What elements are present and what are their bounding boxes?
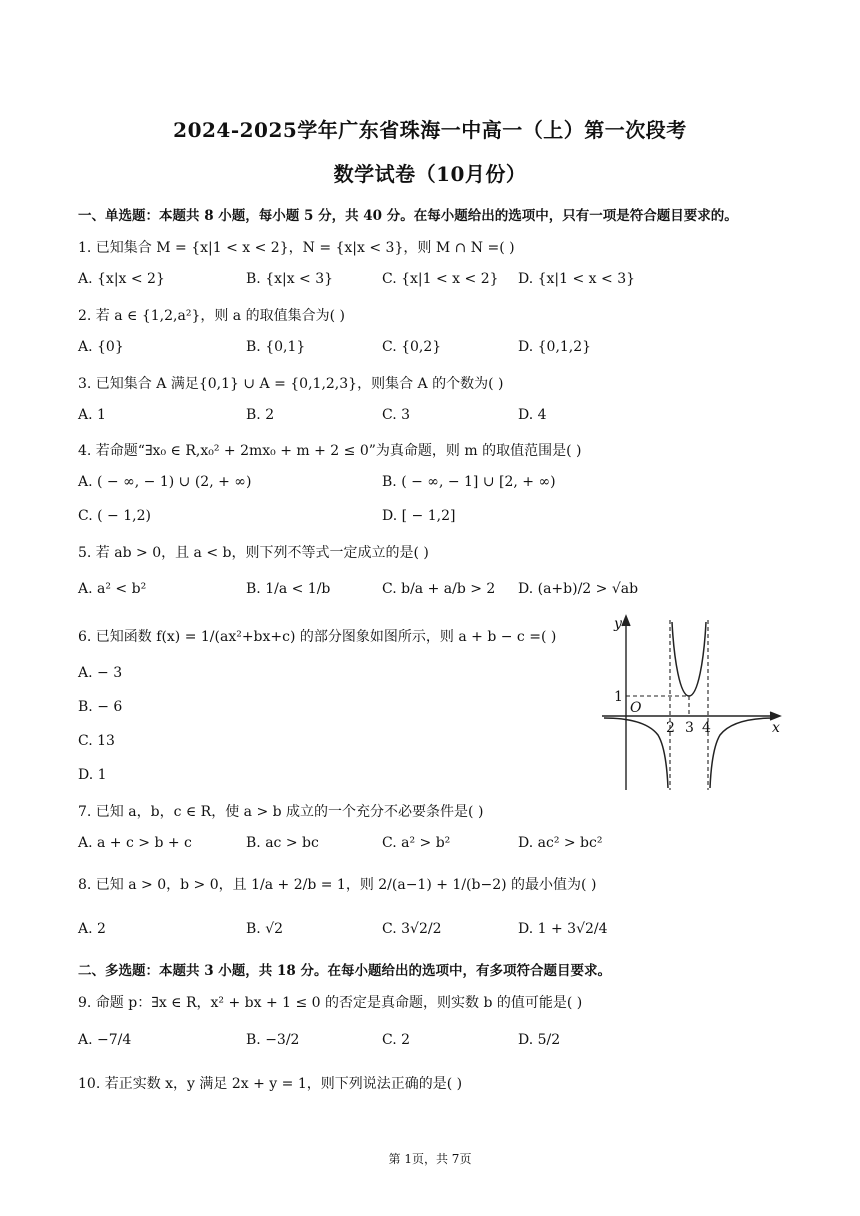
x-tick-2: 2	[666, 720, 675, 736]
x-tick-4: 4	[702, 720, 711, 736]
question-9-option-d: D. 5/2	[518, 1032, 561, 1048]
question-9-option-a: A. −7/4	[78, 1032, 132, 1048]
question-3-option-a: A. 1	[78, 407, 106, 423]
question-5-option-c: C. b/a + a/b > 2	[382, 581, 496, 597]
question-7-option-d: D. ac² > bc²	[518, 835, 603, 851]
y-tick-1: 1	[614, 689, 623, 705]
question-6-option-d: D. 1	[78, 767, 107, 783]
question-9-option-c: C. 2	[382, 1032, 411, 1048]
question-6-stem: 6. 已知函数 f(x) = 1/(ax²+bx+c) 的部分图象如图所示，则 a + b − c =( )	[78, 629, 557, 645]
question-1-option-d: D. {x|1 < x < 3}	[518, 271, 636, 287]
question-5-option-d: D. (a+b)/2 > √ab	[518, 581, 639, 597]
question-7-option-a: A. a + c > b + c	[78, 835, 192, 851]
y-axis-arrow	[622, 616, 630, 626]
page-footer: 第 1页，共 7页	[388, 1152, 472, 1166]
question-3-option-c: C. 3	[382, 407, 411, 423]
origin-label: O	[630, 700, 642, 716]
question-6-option-c: C. 13	[78, 733, 115, 749]
section-1-heading: 一、单选题：本题共 8 小题，每小题 5 分，共 40 分。在每小题给出的选项中，只有一项是符合题目要求的。	[78, 208, 738, 224]
question-1-option-c: C. {x|1 < x < 2}	[382, 271, 499, 287]
curve-left	[604, 718, 668, 788]
question-9-stem: 9. 命题 p：∃x ∈ R，x² + bx + 1 ≤ 0 的否定是真命题，则实数 b 的值可能是( )	[78, 995, 583, 1011]
question-8-option-d: D. 1 + 3√2/4	[518, 921, 608, 937]
question-8-stem: 8. 已知 a > 0，b > 0，且 1/a + 2/b = 1，则 2/(a−1) + 1/(b−2) 的最小值为( )	[78, 877, 597, 893]
y-axis-label: y	[614, 616, 622, 632]
question-2-stem: 2. 若 a ∈ {1,2,a²}，则 a 的取值集合为( )	[78, 308, 345, 324]
question-4-option-b: B. ( − ∞, − 1] ∪ [2, + ∞)	[382, 474, 556, 490]
question-5-stem: 5. 若 ab > 0，且 a < b，则下列不等式一定成立的是( )	[78, 545, 429, 561]
question-5-option-a: A. a² < b²	[78, 581, 147, 597]
question-5-option-b: B. 1/a < 1/b	[246, 581, 331, 597]
function-graph	[596, 610, 792, 794]
curve-right	[710, 718, 774, 788]
section-2-heading: 二、多选题：本题共 3 小题，共 18 分。在每小题给出的选项中，有多项符合题目要求。	[78, 963, 611, 979]
question-2-option-c: C. {0,2}	[382, 339, 442, 355]
question-3-option-b: B. 2	[246, 407, 275, 423]
question-1-option-a: A. {x|x < 2}	[78, 271, 165, 287]
question-2-option-a: A. {0}	[78, 339, 124, 355]
curve-middle	[672, 622, 706, 696]
question-6-option-a: A. − 3	[78, 665, 123, 681]
question-7-option-c: C. a² > b²	[382, 835, 451, 851]
paper-title: 2024-2025学年广东省珠海一中高一（上）第一次段考	[173, 118, 687, 142]
question-3-option-d: D. 4	[518, 407, 547, 423]
question-8-option-c: C. 3√2/2	[382, 921, 442, 937]
question-8-option-b: B. √2	[246, 921, 284, 937]
question-10-stem: 10. 若正实数 x，y 满足 2x + y = 1，则下列说法正确的是( )	[78, 1076, 463, 1092]
question-4-stem: 4. 若命题“∃x₀ ∈ R,x₀² + 2mx₀ + m + 2 ≤ 0”为真命题，则 m 的取值范围是( )	[78, 443, 582, 459]
question-7-stem: 7. 已知 a，b，c ∈ R，使 a > b 成立的一个充分不必要条件是( )	[78, 804, 484, 820]
x-tick-3: 3	[685, 720, 694, 736]
question-9-option-b: B. −3/2	[246, 1032, 300, 1048]
x-axis-label: x	[772, 720, 780, 736]
question-6-option-b: B. − 6	[78, 699, 123, 715]
question-2-option-d: D. {0,1,2}	[518, 339, 592, 355]
question-3-stem: 3. 已知集合 A 满足{0,1} ∪ A = {0,1,2,3}，则集合 A 的个数为( )	[78, 376, 504, 392]
paper-subtitle: 数学试卷（10月份）	[333, 162, 527, 186]
question-8-option-a: A. 2	[78, 921, 106, 937]
question-1-stem: 1. 已知集合 M = {x|1 < x < 2}，N = {x|x < 3}，则 M ∩ N =( )	[78, 240, 515, 256]
question-7-option-b: B. ac > bc	[246, 835, 319, 851]
question-4-option-c: C. ( − 1,2)	[78, 508, 151, 524]
x-axis-arrow	[770, 712, 780, 720]
question-4-option-d: D. [ − 1,2]	[382, 508, 456, 524]
question-4-option-a: A. ( − ∞, − 1) ∪ (2, + ∞)	[78, 474, 252, 490]
question-1-option-b: B. {x|x < 3}	[246, 271, 334, 287]
question-2-option-b: B. {0,1}	[246, 339, 306, 355]
